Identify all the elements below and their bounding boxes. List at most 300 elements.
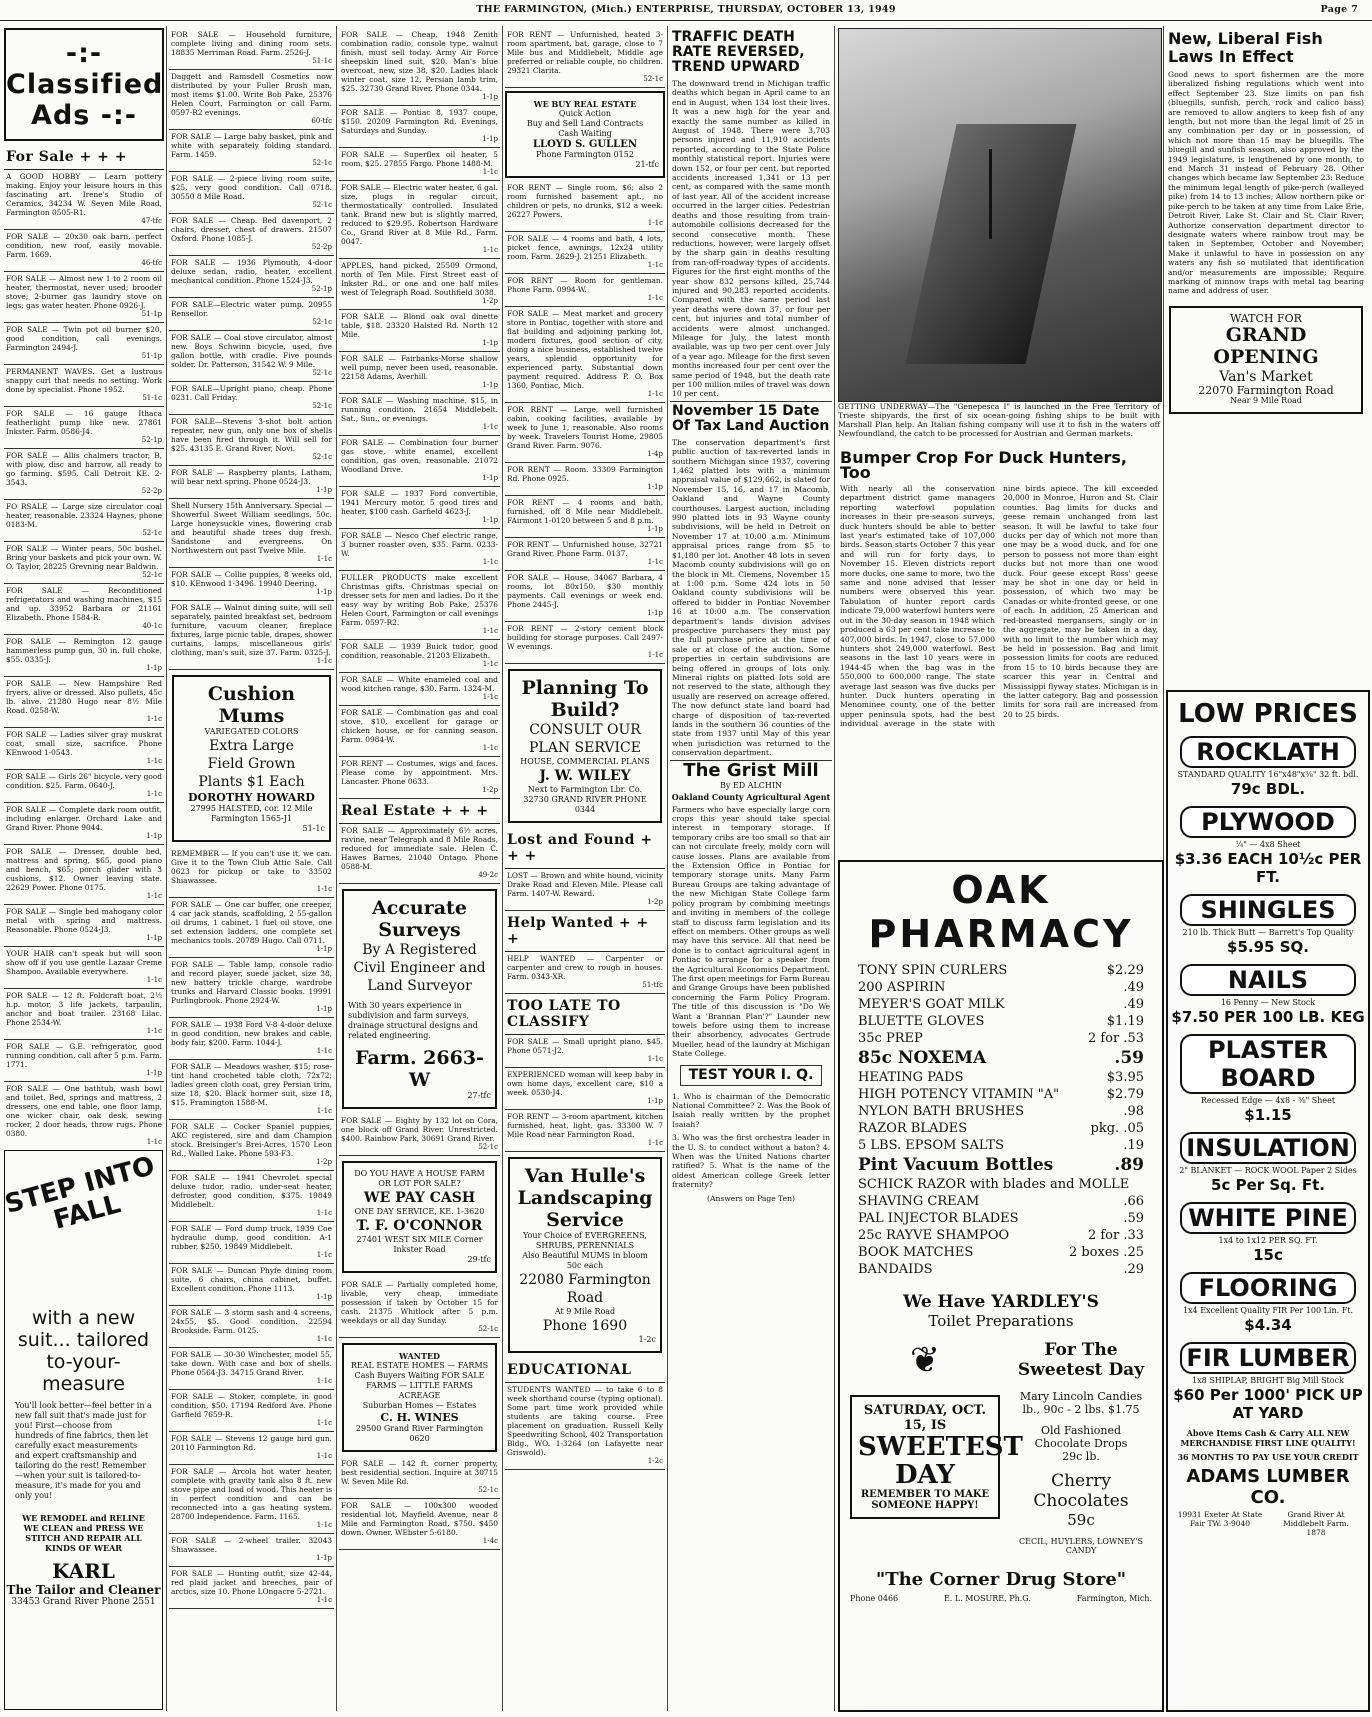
oconnor-code: 29-tfc bbox=[467, 1255, 491, 1264]
oak-item-name: Pint Vacuum Bottles bbox=[858, 1155, 1054, 1175]
classified-ad bbox=[505, 1068, 665, 1110]
vanhulle-addr2: At 9 Mile Road bbox=[554, 1307, 616, 1316]
ad-code: 1-1p bbox=[146, 832, 162, 840]
gullen-l3: Buy and Sell Land Contracts bbox=[526, 119, 644, 128]
ad-code: 1-1c bbox=[316, 657, 332, 665]
classified-ad bbox=[169, 1567, 334, 1609]
oak-item-name: HIGH POTENCY VITAMIN "A" bbox=[858, 1087, 1060, 1102]
ad-text: FOR SALE — Eighty by 132 lot on Cora, one block off Grand River. Unrestricted. $400. Rainbow Park, 30691 Grand River. bbox=[341, 1116, 498, 1143]
surveys-title: Accurate Surveys bbox=[372, 897, 467, 941]
duck-body: With nearly all the conservation department district game managers reporting waterfowl population increases in their pre-season surveys, duck hunters should be able to better last year's estimated take of 107,000 birds. Season starts October 7 this year and will run for forty days, to November 15. Eleven districts report more ducks, one same to more, two the same and none advised that lesser numbers were observed this year. Tabulation of hunter report cards indicate 79,000 waterfowl hunters were out in the 30-day season in 1948 which produced a 63 per cent take increase to 407,000 birds. In 1947, close to 57,000 hunters shot 249,000 waterfowl. Best seasons in the last 10 years were in 1944-45 when the bag was in the 550,000 to 600,000 range. The state average last season was five ducks per hunter. Duck hunters operating in Menominee county, one of the better upper peninsula spots, had the best individual average in the state with nine birds apiece. The kill exceeded 20,000 in Monroe, Huron and St. Clair counties. Bag limits for ducks and geese remain unchanged from last season. It will be lawful to take four ducks per day of which not more than one may be a wood duck, and for one person to possess not more than eight ducks but not more than one wood duck. Four geese except Ross' geese may be shot in one day or held in possession, of which two may be Canadas or white-fronted geese, or one of each. In addition, 25 American and red-breasted mergansers, singly or in the aggregate, may be taken in a day, with no limit to the number which may be held in possession. Bag and limit possession limits for coots are reduced from 15 to 10 birds because they are scarcer this year in Central and Mississippi flyway states. Michigan is in the latter category. Bag and possession limits for sora rail are increased from 20 to 25 birds. bbox=[840, 484, 1158, 729]
cushion-title: Cushion Mums bbox=[207, 683, 296, 727]
ad-code: 1-2p bbox=[647, 898, 663, 906]
candy-line-1: Mary Lincoln Candies bbox=[1019, 1390, 1143, 1403]
surveys-code: 27-tfc bbox=[467, 1091, 491, 1100]
ad-code: 1-1c bbox=[647, 558, 663, 566]
for-sale-heading: For Sale + + + bbox=[4, 145, 164, 170]
classified-ad bbox=[339, 824, 500, 884]
classified-ad bbox=[339, 28, 500, 106]
oak-row bbox=[858, 1120, 1144, 1137]
corner-drug-store: "The Corner Drug Store" bbox=[875, 1569, 1127, 1590]
ad-text: FOR SALE — Fairbanks-Morse shallow well pump, never been used, reasonable. 22158 Adams, Averhill. bbox=[341, 354, 498, 381]
vanhulle-addr: 22080 Farmington Road bbox=[519, 1272, 651, 1306]
classified-ad bbox=[339, 352, 500, 394]
product-name: SHINGLES bbox=[1180, 894, 1356, 926]
ad-text: FOR SALE — 1941 Chevrolet special deluxe tudor, radio, under-seat heater, defroster, good condition, $375. 19849 Middlebelt. bbox=[171, 1173, 332, 1209]
oak-row bbox=[858, 1030, 1144, 1047]
vans-market-ad bbox=[1169, 306, 1363, 414]
classified-ad bbox=[339, 1278, 500, 1338]
column-5 bbox=[670, 28, 832, 1708]
classified-ad bbox=[505, 1110, 665, 1152]
oak-item-name: 85c NOXEMA bbox=[858, 1048, 987, 1068]
iq-questions-1: 1. Who is chairman of the Democratic National Committee? 2. Was the Book of Isaiah really written by the prophet Isaiah? bbox=[672, 1091, 830, 1129]
ad-text: PERMANENT WAVES. Get a lustrous snappy curl that needs no setting. Work done by specialist. Phone 1952. bbox=[6, 367, 162, 394]
oak-row bbox=[858, 996, 1144, 1013]
column-4 bbox=[505, 28, 665, 1708]
oak-item-price: .49 bbox=[1123, 997, 1144, 1012]
oak-item-name: 35c PREP bbox=[858, 1031, 923, 1046]
ad-text: FOR SALE — Partially completed home, livable, very cheap, immediate possession if taken by October 15 for cash. 21375 Whitlock after 5 p.m. weekdays or all day Sunday. bbox=[341, 1280, 498, 1325]
classified-ad bbox=[169, 898, 334, 958]
gullen-phone: Phone Farmington 0152 bbox=[536, 150, 634, 159]
adams-lumber-ad bbox=[1166, 690, 1370, 1712]
classified-ad bbox=[169, 1264, 334, 1306]
oak-item-name: HEATING PADS bbox=[858, 1070, 964, 1085]
vanhulle-title: Van Hulle's Landscaping Service bbox=[517, 1165, 653, 1231]
oak-lower-right bbox=[1000, 1340, 1162, 1555]
classified-ad bbox=[169, 172, 334, 214]
ad-text: FOR SALE — 16 gauge Ithaca featherlight pump like new. 27861 Inkster. Farm. 0586-J4. bbox=[6, 409, 162, 436]
ad-text: FOR SALE — Arcola hot water heater, complete with gravity tank also 8 ft. new stove pipe and load of wood. This heater is in perfect condition and can be reconnected into a gas heating system. 28700 Independence. Farm. 1165. bbox=[171, 1467, 332, 1521]
oak-item-price: .66 bbox=[1123, 1194, 1144, 1209]
oak-row bbox=[858, 1210, 1144, 1227]
ad-text: FOR SALE — 20x30 oak barn, perfect condition, new roof, easily movable. Farm. 1669. bbox=[6, 232, 162, 259]
oak-row bbox=[858, 979, 1144, 996]
classified-ad bbox=[505, 622, 665, 664]
ad-text: Daggett and Ramsdell Cosmetics now distributed by your Fuller Brush man, most items $1.00. Write Bob Pake, 25376 Helen Court, Farmington or call Farm. 0597-R2 evenings. bbox=[171, 72, 332, 117]
classified-ad bbox=[4, 728, 164, 770]
ad-text: FOR SALE — Hunting outfit, size 42-44, red plaid jacket and breeches, pair of arctics, size 10. Phone LOngacre 5-2721. bbox=[171, 1569, 332, 1596]
cushion-code: 51-1c bbox=[302, 824, 325, 833]
ad-code: 1-1c bbox=[316, 1521, 332, 1529]
product-name: ROCKLATH bbox=[1180, 736, 1356, 768]
vanhulle-phone: Phone 1690 bbox=[542, 1318, 628, 1334]
ad-code: 1-1c bbox=[316, 555, 332, 563]
ad-text: FOR RENT — Unfurnished, heated 3-room apartment, bat, garage, close to 7 Mile bus and Middlebelt, Middle age preferred or reliable couple, no children. 29321 Clarita. bbox=[507, 30, 663, 75]
step-into-fall: STEP INTO FALL bbox=[1, 1151, 158, 1236]
classified-ad bbox=[505, 307, 665, 403]
oak-row bbox=[858, 1154, 1144, 1176]
oak-item-price: $2.29 bbox=[1106, 963, 1144, 978]
product-name: FIR LUMBER bbox=[1180, 1342, 1356, 1374]
ad-text: STUDENTS WANTED — to take 6 to 8 week shorthand course (typing optional). Some part time work provided while students are taking course. Free placement on graduation. Russell Kelly Speedwriting School, 402 Transportation Bldg., WO. 1-3264 (on Lafayette near Griswold). bbox=[507, 1385, 663, 1457]
ad-list bbox=[505, 1383, 665, 1470]
product-name: PLYWOOD bbox=[1180, 806, 1356, 838]
ad-text: FOR SALE — Small upright piano, $45. Phone 0571-J2. bbox=[507, 1037, 663, 1055]
ad-text: FOR SALE—Upright piano, cheap. Phone 0231. Call Friday. bbox=[171, 384, 332, 402]
oak-item-price: .89 bbox=[1114, 1155, 1144, 1175]
product-name: FLOORING bbox=[1180, 1272, 1356, 1304]
surveys-l3: Land Surveyor bbox=[367, 978, 472, 994]
classified-ad bbox=[505, 538, 665, 571]
fish-laws-body: Good news to sport fishermen are the more liberalized fishing regulations which went into effect September 23. Size limits on pan fish (bluegills, sunfish, perch, rock and calico bass) are removed to allow anglers to keep fish of any length, but not more than the legal limit of 25 in any combination per day or in possession, of which not more than 15 may be bluegills. The bluegill and sunfish season, also approved by the 1949 legislature, is lengthened by one month, to end March 31 instead of February 28. Other changes which became law September 23: Reduce the minimum legal length of pike-perch (walleyed pike) from 14 to 13 inches; Allow northern pike or pike-perch to be taken at any time from Lake Erie, Detroit River, Lake St. Clair and St. Clair River; Authorize conservation department director to designate waters where rainbow trout may be taken in September, October and November; Make it unlawful to have in possession on any waters any fish so mutilated that identification and/or measurements are impossible; Require marking of minnow traps with metal tag bearing name and address of user. bbox=[1168, 70, 1364, 296]
product-detail: 2" BLANKET — ROCK WOOL Paper 2 Sides bbox=[1179, 1166, 1357, 1175]
ad-code: 52-1c bbox=[312, 201, 332, 209]
ad-code: 1-1c bbox=[316, 1209, 332, 1217]
classified-ad bbox=[339, 181, 500, 259]
ad-text: FOR SALE — Collie puppies, 8 weeks old, $10. KEnwood 1-3496. 19940 Deering. bbox=[171, 570, 332, 588]
ad-list bbox=[505, 1035, 665, 1152]
candy-line-7: Chocolates bbox=[1033, 1491, 1129, 1511]
oconnor-l2: WE PAY CASH bbox=[363, 1190, 476, 1206]
cupid-icon: ❦ bbox=[909, 1340, 941, 1381]
ad-text: FOR SALE — Duncan Phyfe dining room suite, 6 chairs, china cabinet, buffet. Excellent condition. Phone 1113. bbox=[171, 1266, 332, 1293]
cushion-mums-ad bbox=[172, 675, 331, 842]
adams-credit: 36 MONTHS TO PAY USE YOUR CREDIT bbox=[1177, 1452, 1359, 1462]
ad-code: 1-1c bbox=[316, 1335, 332, 1343]
ad-list bbox=[4, 170, 164, 1146]
classified-ad bbox=[4, 323, 164, 365]
photo-caption: GETTING UNDERWAY—The "Genepesca I" is launched in the Free Territory of Trieste shipyards, the first of six ocean-going fishing ships to be built with Marshall Plan help. An Italian fishing company will use it to fish in the waters off Newfoundland, the catch to be processed for Austrian and German markets. bbox=[838, 402, 1160, 438]
classified-ad bbox=[505, 496, 665, 538]
ad-code: 1-1c bbox=[146, 1027, 162, 1035]
sweetest-day: Sweetest Day bbox=[1017, 1360, 1145, 1380]
ad-text: FOR SALE — Stevens 12 gauge bird gun. 20110 Farmington Rd. bbox=[171, 1434, 332, 1452]
classified-ad bbox=[169, 1432, 334, 1465]
classified-ad bbox=[339, 571, 500, 640]
ad-code: 52-1p bbox=[311, 285, 332, 293]
ad-code: 1-1c bbox=[482, 744, 498, 752]
classified-ad bbox=[169, 70, 334, 130]
classified-banner: -:- Classified Ads -:- bbox=[4, 28, 164, 141]
ship-launch-photo bbox=[838, 28, 1162, 402]
ad-code: 1-1c bbox=[482, 168, 498, 176]
oconnor-addr: 27401 WEST SIX MILE Corner Inkster Road bbox=[356, 1235, 483, 1254]
karl-tailor-ad bbox=[1, 1150, 163, 1710]
ad-text: FOR SALE — Ford dump truck, 1939 Coe hydraulic dump, good condition. A-1 rubber, $250. 19849 Middlebelt. bbox=[171, 1224, 332, 1251]
ad-code: 1-1p bbox=[316, 945, 332, 953]
classified-ad bbox=[169, 466, 334, 499]
classified-ad bbox=[4, 803, 164, 845]
sweetest-day-box bbox=[850, 1395, 1023, 1519]
ad-code: 1-4c bbox=[482, 1537, 498, 1545]
ad-code: 1-1p bbox=[316, 1005, 332, 1013]
ad-text: FOR SALE — Washing machine, $15, in running condition. 21654 Middlebelt. Sat., Sun., or evenings. bbox=[341, 396, 498, 423]
ad-text: FOR SALE—Electric water pump. 20955 Rensellor. bbox=[171, 300, 332, 318]
ad-code: 1-1c bbox=[482, 558, 498, 566]
ad-list bbox=[505, 869, 665, 911]
oak-pharmacy-ad bbox=[838, 860, 1164, 1712]
surveys-l1: By A Registered bbox=[362, 942, 477, 958]
karl-name: KARL bbox=[52, 1559, 115, 1583]
ad-list bbox=[339, 824, 500, 884]
product-name: WHITE PINE bbox=[1180, 1202, 1356, 1234]
ad-text: FOR SALE — 100x300 wooded residential lot, Mayfield Avenue, near 8 Mile and Farmington Road, $750. $450 down. Owner. WEbster 5-6180. bbox=[341, 1501, 498, 1537]
page-number: Page 7 bbox=[1320, 4, 1358, 15]
oak-lower bbox=[840, 1340, 1162, 1555]
classified-ad bbox=[339, 1499, 500, 1550]
classified-ad bbox=[169, 568, 334, 601]
oak-item-name: SCHICK RAZOR with blades and MOLLE bbox=[858, 1177, 1130, 1192]
oak-item-price: pkg. .05 bbox=[1090, 1121, 1144, 1136]
ad-code: 1-1c bbox=[316, 1419, 332, 1427]
ad-code: 1-2p bbox=[482, 786, 498, 794]
masthead-title: THE FARMINGTON, (Mich.) ENTERPRISE, THURSDAY, OCTOBER 13, 1949 bbox=[476, 4, 896, 15]
oconnor-l1: DO YOU HAVE A HOUSE FARM OR LOT FOR SALE? bbox=[354, 1169, 485, 1188]
classified-ad bbox=[505, 952, 665, 994]
ad-text: FOR RENT — Single room, $6; also 2 room furnished basement apt., no children or pets, no drunks, $12 a week. 26227 Powers. bbox=[507, 183, 663, 219]
ad-code: 52-1c bbox=[312, 318, 332, 326]
low-prices: LOW PRICES bbox=[1178, 699, 1358, 729]
ad-code: 1-1c bbox=[647, 294, 663, 302]
ad-text: FOR RENT — 4 rooms and bath, furnished, off 8 Mile near Middlebelt. FAirmont 1-0120 between 5 and 8 p.m. bbox=[507, 498, 663, 525]
ad-code: 52-1c bbox=[478, 1143, 498, 1151]
grist-mill-byline-title: Oakland County Agricultural Agent bbox=[671, 791, 831, 802]
ad-code: 1-1p bbox=[146, 664, 162, 672]
product-detail: 210 lb. Thick Butt — Barrett's Top Quality bbox=[1182, 928, 1354, 937]
classified-ad bbox=[169, 130, 334, 172]
product-detail: 1x4 to 1x12 PER SQ. FT. bbox=[1218, 1236, 1318, 1245]
ad-text: FOR RENT — Room. 33309 Farmington Rd. Phone 0925. bbox=[507, 465, 663, 483]
ad-code: 49-2c bbox=[478, 871, 498, 879]
ad-text: FO RSALE — Large size circulator coal heater, reasonable. 23324 Haynes, phone 0183-M. bbox=[6, 502, 162, 529]
classified-ad bbox=[4, 449, 164, 500]
ad-code: 1-1p bbox=[647, 525, 663, 533]
lost-found-heading: Lost and Found + + + bbox=[505, 828, 665, 869]
ad-code: 1-1p bbox=[482, 516, 498, 524]
classified-ad bbox=[505, 1383, 665, 1470]
oak-row bbox=[858, 1227, 1144, 1244]
vans-l2: GRAND OPENING bbox=[1213, 323, 1319, 368]
ad-code: 52-2p bbox=[311, 243, 332, 251]
ad-text: FOR SALE—Stevens 3-shot bolt action repeater, new gun, only one box of shells have been fired through it. Will sell for $25. 43135 E. Grand River, Novi. bbox=[171, 417, 332, 453]
ad-code: 1-1p bbox=[647, 609, 663, 617]
ad-code: 1-2p bbox=[316, 1158, 332, 1166]
oconnor-ad bbox=[342, 1161, 497, 1273]
oak-item-name: RAZOR BLADES bbox=[858, 1121, 968, 1136]
gullen-name: LLOYD S. GULLEN bbox=[533, 139, 637, 150]
ad-code: 1-1c bbox=[482, 627, 498, 635]
oak-list bbox=[858, 1176, 1144, 1278]
ad-text: FOR SALE — Dresser, double bed, mattress and spring, $65, good piano and bench, $65; porch glider with 3 cushions, $12. Owner leaving state. 22629 Power. Phone 0175. bbox=[6, 847, 162, 892]
karl-address: 33453 Grand River Phone 2551 bbox=[11, 1597, 156, 1607]
wines-l3: Cash Buyers Waiting FOR SALE bbox=[354, 1371, 485, 1380]
ad-text: FOR SALE — 1938 Ford V-8 4-door deluxe in good condition, new brakes and cable, body fair, $200. Farm. 1044-J. bbox=[171, 1020, 332, 1047]
cushion-l3: Plants $1 Each bbox=[198, 774, 305, 790]
ad-code: 1-1c bbox=[647, 219, 663, 227]
surveys-l2: Civil Engineer and bbox=[353, 960, 486, 976]
classified-ad bbox=[339, 436, 500, 487]
classified-ad bbox=[4, 845, 164, 905]
ad-text: FOR SALE — 2-piece living room suite, $25, very good condition. Call 0718. 30550 8 Mile Road. bbox=[171, 174, 332, 201]
oak-item-name: PAL INJECTOR BLADES bbox=[858, 1211, 1019, 1226]
classified-ad bbox=[339, 757, 500, 799]
oak-item-price: $1.19 bbox=[1106, 1014, 1144, 1029]
classified-ad bbox=[169, 214, 334, 256]
product-name: INSULATION bbox=[1180, 1132, 1356, 1164]
ad-code: 1-1p bbox=[146, 1069, 162, 1077]
candy-line-2: lb., 90c - 2 lbs. $1.75 bbox=[1022, 1403, 1140, 1416]
oak-row bbox=[858, 1244, 1144, 1261]
oak-title: OAK PHARMACY bbox=[868, 868, 1134, 956]
ad-code: 1-1c bbox=[146, 715, 162, 723]
classified-ad bbox=[169, 1018, 334, 1060]
product-price: $60 Per 1000' PICK UP AT YARD bbox=[1173, 1386, 1363, 1422]
ad-text: FOR SALE — Single bed mahogany color metal with spring and mattress. Reasonable. Phone 0524-J3. bbox=[6, 907, 162, 934]
oak-item-name: NYLON BATH BRUSHES bbox=[858, 1104, 1025, 1119]
ad-code: 52-1c bbox=[478, 1486, 498, 1494]
ad-text: YOUR HAIR can't speak but will soon show off if you use gentle Lazaar Creme Shampoo. Available everywhere. bbox=[6, 949, 162, 976]
product-price: 15c bbox=[1253, 1246, 1283, 1264]
classified-ad bbox=[505, 403, 665, 463]
classified-ad bbox=[4, 272, 164, 323]
vans-l1: WATCH FOR bbox=[1230, 311, 1302, 325]
masthead bbox=[0, 0, 1372, 21]
oak-row bbox=[858, 1261, 1144, 1278]
product-name: NAILS bbox=[1180, 964, 1356, 996]
product-detail: Recessed Edge — 4x8 - ⅜" Sheet bbox=[1200, 1096, 1336, 1105]
oak-item-price: .59 bbox=[1114, 1048, 1144, 1068]
ad-text: FOR SALE — Combination gas and coal stove, $10, excellent for garage or chicken house, or for canning season. Farm. 0984-W. bbox=[341, 708, 498, 744]
product-name: PLASTER BOARD bbox=[1180, 1034, 1356, 1094]
oak-item-name: BANDAIDS bbox=[858, 1262, 933, 1277]
oak-row bbox=[858, 962, 1144, 979]
ad-code: 1-1c bbox=[647, 390, 663, 398]
classified-ad bbox=[169, 1222, 334, 1264]
candy-line-5: 29c lb. bbox=[1062, 1450, 1100, 1463]
oak-item-price: .19 bbox=[1123, 1138, 1144, 1153]
ad-text: HELP WANTED — Carpenter or carpenter and crew to rough in houses. Farm. 0343-XR. bbox=[507, 954, 663, 981]
product-detail: 1x8 SHIPLAP, BRIGHT Big Mill Stock bbox=[1192, 1376, 1344, 1385]
ad-code: 1-1p bbox=[482, 474, 498, 482]
ad-text: FOR SALE — Nesco Chef electric range, 3 burner roaster oven, $35. Farm. 0233-W. bbox=[341, 531, 498, 558]
oak-list bbox=[858, 1069, 1144, 1154]
ad-code: 52-1p bbox=[141, 436, 162, 444]
ad-code: 1-1c bbox=[316, 1047, 332, 1055]
oconnor-l3: ONE DAY SERVICE, KE. 1-3620 bbox=[354, 1207, 485, 1216]
classified-ad bbox=[169, 958, 334, 1018]
classified-ad bbox=[169, 1120, 334, 1171]
ad-code: 52-1c bbox=[478, 1325, 498, 1333]
oak-item-price: .59 bbox=[1123, 1211, 1144, 1226]
ad-text: FOR SALE — Cheap, 1948 Zenith combination radio, console type, walnut finish, must sell today. Army Air Force sheepskin lined suit, $20. Man's blue overcoat, new, size 38, $20. Ladies black winter coat, size 12, Persian lamb trim, $25. 32730 Grand River. Phone 0344. bbox=[341, 30, 498, 93]
classified-ad bbox=[505, 28, 665, 88]
sweetest-remember: REMEMBER TO MAKE SOMEONE HAPPY! bbox=[860, 1489, 990, 1511]
ad-text: FOR SALE — Approximately 6½ acres, ravine, near Telegraph and 8 Mile Roads, reduced for immediate sale. Helen C. Hawes Barnes, 21040 Ontago. Phone 0588-M. bbox=[341, 826, 498, 871]
ad-code: 52-1c bbox=[312, 402, 332, 410]
ad-code: 1-1p bbox=[316, 486, 332, 494]
ad-text: LOST — Brown and white hound, vicinity Drake Road and Eleven Mile. Please call Farm. 1407-W. Reward. bbox=[507, 871, 663, 898]
ad-list bbox=[339, 1457, 500, 1550]
van-hulle-ad bbox=[508, 1157, 662, 1353]
oak-item-price: 2 for .33 bbox=[1087, 1228, 1144, 1243]
ad-code: 1-1p bbox=[482, 93, 498, 101]
cushion-addr: 27995 HALSTED, cor. 12 Mile Farmington 1565-J1 bbox=[190, 804, 313, 823]
ad-code: 1-1p bbox=[647, 1097, 663, 1105]
column-1 bbox=[4, 28, 164, 1146]
karl-tagline: The Tailor and Cleaner bbox=[6, 1583, 161, 1597]
oconnor-name: T. F. O'CONNOR bbox=[356, 1218, 483, 1234]
column-7 bbox=[1166, 28, 1366, 688]
classified-ad bbox=[4, 1040, 164, 1082]
oak-row bbox=[858, 1069, 1144, 1086]
oak-row bbox=[858, 1103, 1144, 1120]
ad-code: 1-1p bbox=[316, 1554, 332, 1562]
oak-item-price: $2.79 bbox=[1106, 1087, 1144, 1102]
classified-ad bbox=[339, 148, 500, 181]
classified-ad bbox=[169, 382, 334, 415]
ad-code: 1-1c bbox=[316, 1377, 332, 1385]
ad-code: 40-1c bbox=[142, 622, 162, 630]
ad-code: 52-1c bbox=[643, 75, 663, 83]
classified-ad bbox=[169, 1171, 334, 1222]
wiley-addr: Next to Farmington Lbr. Co. 32730 GRAND RIVER PHONE 0344 bbox=[523, 785, 647, 814]
educational-heading: EDUCATIONAL bbox=[505, 1358, 665, 1383]
wines-l5: Suburban Homes — Estates bbox=[362, 1401, 477, 1410]
ad-code: 51-tfc bbox=[642, 981, 663, 989]
classified-ad bbox=[169, 1390, 334, 1432]
classified-ad bbox=[169, 1465, 334, 1534]
ad-text: FOR SALE — Raspberry plants, Latham, will bear next spring. Phone 0524-J3. bbox=[171, 468, 332, 486]
classified-ad bbox=[169, 601, 334, 670]
oak-footer bbox=[840, 1590, 1162, 1607]
ad-text: FOR SALE — Allis chalmers tractor, B, with plow, disc and harrow, all ready to go farming. $595. Call Detroit KE. 2-3543. bbox=[6, 451, 162, 487]
classified-ad bbox=[4, 677, 164, 728]
ad-list bbox=[339, 1114, 500, 1156]
product-price: $3.36 EACH 10½c PER FT. bbox=[1174, 850, 1362, 886]
duck-hunters-article bbox=[838, 448, 1160, 856]
classified-ad bbox=[169, 298, 334, 331]
cushion-l2: Field Grown bbox=[207, 756, 296, 772]
ad-text: FOR SALE — Stoker, complete, in good condition, $50. 17194 Redford Ave. Phone Garfield 7659-R. bbox=[171, 1392, 332, 1419]
karl-body: You'll look better—feel better in a new fall suit that's made just for you! First—choose from hundreds of fine fabrics, then let carefully exact measurements and expert craftsmanship and tailoring do the rest! Remember—when your suit is tailored-to-measure, it's made for you and only you! bbox=[15, 1401, 152, 1500]
grist-mill-byline: By ED ALCHIN bbox=[719, 780, 783, 790]
surveys-ad bbox=[342, 889, 497, 1109]
classified-ad bbox=[169, 1348, 334, 1390]
product-price: $7.50 PER 100 LB. KEG bbox=[1171, 1008, 1365, 1026]
gullen-code: 21-tfc bbox=[635, 160, 659, 169]
ad-code: 1-4p bbox=[647, 450, 663, 458]
tax-auction-headline: November 15 Date Of Tax Land Auction bbox=[670, 401, 832, 436]
oak-item-price: .29 bbox=[1123, 1262, 1144, 1277]
ad-text: FOR SALE — One bathtub, wash bowl and toilet. Bed, springs and mattress, 2 dressers, one end table, one floor lamp, one wicker chair, oak desk, sewing rocker, 2 door heads, throw rugs. Phone 0380. bbox=[6, 1084, 162, 1138]
classified-ad bbox=[169, 847, 334, 898]
oak-item-name: BOOK MATCHES bbox=[858, 1245, 974, 1260]
classified-ad bbox=[4, 170, 164, 230]
ad-list bbox=[505, 28, 665, 88]
adams-mid: Above Items Cash & Carry ALL NEW MERCHANDISE FIRST LINE QUALITY! bbox=[1180, 1428, 1356, 1448]
ad-text: FOR SALE — Superflex oil heater, 5 room, $25. 27855 Fargo. Phone 1488-M. bbox=[341, 150, 498, 168]
ad-text: FOR SALE — 4 rooms and bath, 4 lots, picket fence, awnings, 12x24 utility room. Farm. 2629-J. 21251 Elizabeth. bbox=[507, 234, 663, 261]
classified-ad bbox=[169, 499, 334, 568]
classified-ad bbox=[339, 487, 500, 529]
ad-list bbox=[505, 952, 665, 994]
oak-item-price: 2 for .53 bbox=[1087, 1031, 1144, 1046]
oak-item-name: BLUETTE GLOVES bbox=[858, 1014, 985, 1029]
wines-l4: FARMS — LITTLE FARMS ACREAGE bbox=[366, 1381, 473, 1400]
grist-mill-body: Farmers who have especially large corn crops this year should take special interest in temporary storage. If temporary cribs are too small so that air can not circulate freely, moldy corn will cause losses. Plans are available from the Extension Office in Pontiac for temporary storage units. Many Farm Bureau Groups are taking advantage of the new Michigan State College farm policy program by combining meetings and inviting in members of the college staff to discuss farm legislation and its effect on members. Other groups as well may have this service. All that need be done is to contact agricultural agent in Pontiac to arrange for a speaker from the Agricultural Economics Department. The first open meetings for Farm Bureau and Grange Groups have been published concerning the Farm Policy Program. The title of this discussion is "Do We Want a 'Brannan Plan'?" Launder new towels before using them to increase their absorbency, advocates Gertrude Mueller, head of the laundry at Michigan State College. bbox=[672, 804, 830, 1059]
classified-ad bbox=[339, 640, 500, 673]
classified-ad bbox=[4, 905, 164, 947]
classified-ad bbox=[169, 256, 334, 298]
vanhulle-code: 1-2c bbox=[638, 1335, 656, 1344]
ad-code: 1-1p bbox=[647, 483, 663, 491]
classified-ad bbox=[4, 542, 164, 584]
ad-text: FOR SALE — Girls 26" bicycle, very good condition. $25. Farm. 0640-J. bbox=[6, 772, 162, 790]
ad-code: 52-1c bbox=[312, 159, 332, 167]
product-price: 79c BDL. bbox=[1230, 780, 1306, 798]
